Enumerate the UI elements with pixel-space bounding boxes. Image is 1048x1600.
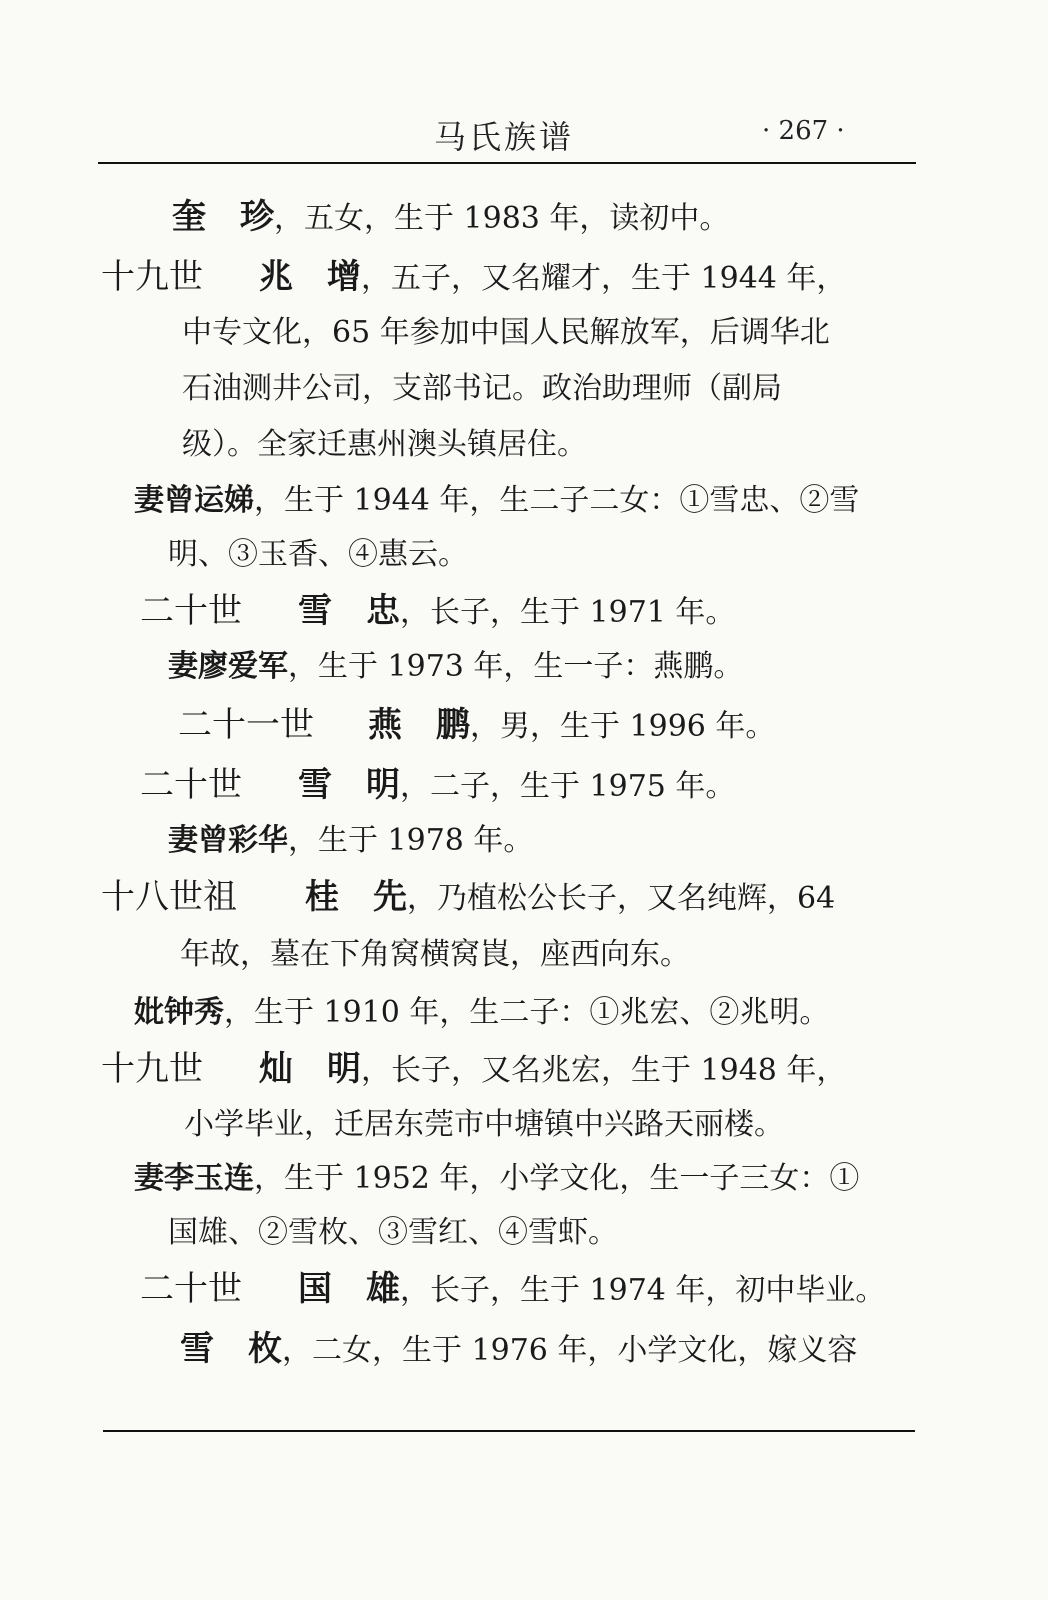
spouse-name: 妻李玉连 — [134, 1161, 254, 1196]
person-name: 国 雄 — [298, 1269, 400, 1309]
page-header-title: 马氏族谱 — [434, 118, 575, 156]
spouse-name: 妻廖爱军 — [168, 649, 288, 684]
person-name: 燕 鹏 — [368, 705, 470, 745]
generation-label: 二十世 — [140, 765, 242, 805]
entry-xuezhong — [140, 592, 735, 632]
entry-text: ，生于 1944 年，生二子二女：①雪忠、②雪 — [254, 483, 860, 518]
entry-mother-zhong-xiu — [134, 994, 829, 1032]
person-name: 雪 明 — [298, 765, 400, 805]
entry-text: ，乃植松公长子，又名纯辉，64 — [407, 881, 836, 916]
entry-text: ，生于 1973 年，生一子：燕鹏。 — [288, 649, 744, 684]
header-divider — [98, 162, 916, 164]
entry-continuation: 明、③玉香、④惠云。 — [168, 537, 468, 572]
entry-xuemei — [180, 1330, 857, 1370]
entry-wife-zeng-caihua — [168, 822, 533, 860]
entry-continuation: 石油测井公司，支部书记。政治助理师（副局 — [182, 371, 782, 406]
generation-label: 十九世 — [101, 257, 203, 297]
entry-yanpeng — [178, 706, 775, 746]
entry-continuation: 国雄、②雪枚、③雪红、④雪虾。 — [168, 1215, 618, 1250]
entry-text: ，五子，又名耀才，生于 1944 年， — [361, 261, 847, 296]
entry-continuation: 小学毕业，迁居东莞市中塘镇中兴路天丽楼。 — [184, 1107, 784, 1142]
entry-text: ，五女，生于 1983 年，读初中。 — [274, 201, 730, 236]
page-number: · 267 · — [762, 116, 845, 146]
person-name: 雪 忠 — [298, 591, 400, 631]
generation-label: 二十一世 — [178, 705, 314, 745]
person-name: 灿 明 — [259, 1049, 361, 1089]
entry-text: ，二女，生于 1976 年，小学文化，嫁义容 — [282, 1333, 858, 1368]
entry-xueming — [140, 766, 735, 806]
entry-guoxiong — [140, 1270, 885, 1310]
entry-continuation: 中专文化，65 年参加中国人民解放军，后调华北 — [182, 315, 830, 350]
entry-wife-liao-aijun — [168, 648, 743, 686]
entry-text: ，生于 1978 年。 — [288, 823, 534, 858]
footer-divider — [103, 1430, 915, 1432]
person-name: 桂 先 — [305, 877, 407, 917]
spouse-name: 妻曾运娣 — [134, 483, 254, 518]
entry-canming — [101, 1050, 846, 1090]
entry-continuation: 年故，墓在下角窝横窝崀，座西向东。 — [180, 937, 690, 972]
generation-label: 二十世 — [140, 1269, 242, 1309]
person-name: 雪 枚 — [180, 1329, 282, 1369]
person-name: 兆 增 — [259, 257, 361, 297]
entry-wife-zeng-yunti — [134, 482, 859, 520]
entry-text: ，长子，生于 1974 年，初中毕业。 — [400, 1273, 886, 1308]
entry-guixian — [101, 878, 835, 918]
generation-label: 十九世 — [101, 1049, 203, 1089]
entry-kuizhen — [172, 198, 729, 238]
entry-text: ，生于 1952 年，小学文化，生一子三女：① — [254, 1161, 860, 1196]
entry-wife-li-yulian — [134, 1160, 859, 1198]
spouse-name: 妣钟秀 — [134, 995, 224, 1030]
generation-label: 二十世 — [140, 591, 242, 631]
entry-text: ，生于 1910 年，生二子：①兆宏、②兆明。 — [224, 995, 830, 1030]
entry-text: ，二子，生于 1975 年。 — [400, 769, 736, 804]
entry-continuation: 级）。全家迁惠州澳头镇居住。 — [182, 427, 587, 462]
generation-label: 十八世祖 — [101, 877, 237, 917]
person-name: 奎 珍 — [172, 197, 274, 237]
entry-zhaozeng — [101, 258, 846, 298]
entry-text: ，长子，生于 1971 年。 — [400, 595, 736, 630]
entry-text: ，长子，又名兆宏，生于 1948 年， — [361, 1053, 847, 1088]
spouse-name: 妻曾彩华 — [168, 823, 288, 858]
entry-text: ，男，生于 1996 年。 — [470, 709, 776, 744]
